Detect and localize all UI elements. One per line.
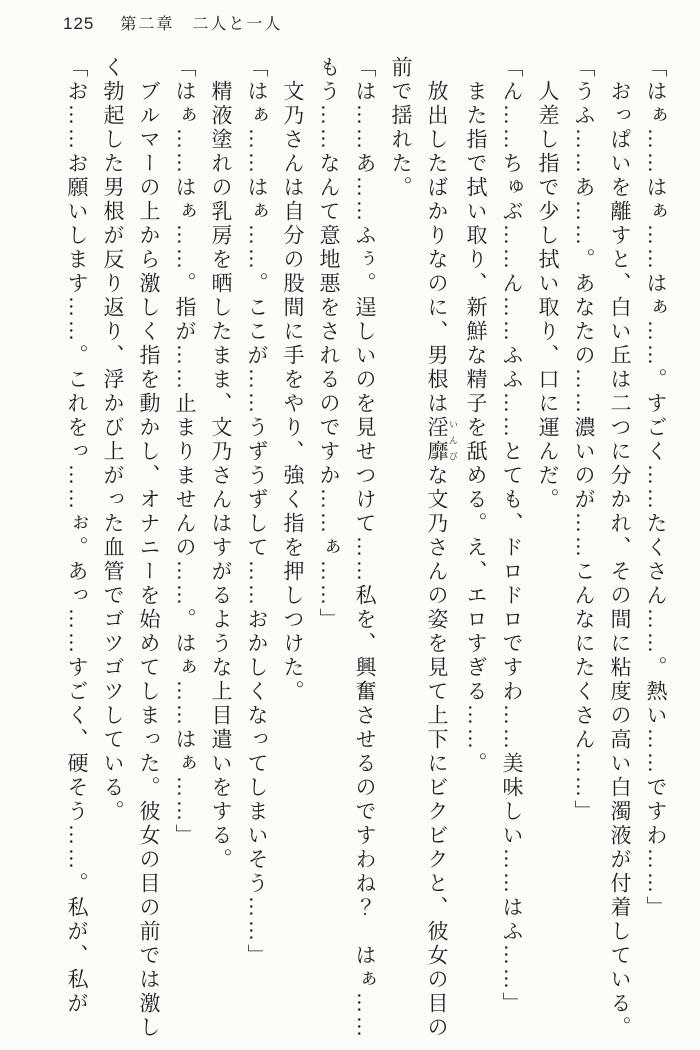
paragraph-narration-11: 精液塗れの乳房を晒したまま、文乃さんはすがるような上目遣いをする。: [209, 80, 233, 872]
ruby-text: いんび: [448, 416, 458, 464]
paragraph-narration-02: おっぱいを離すと、白い丘は二つに分かれ、その間に粘度の高い白濁液が付着している。: [608, 80, 632, 1040]
paragraph-narration-06: また指で拭い取り、新鮮な精子を舐める。え、エロすぎる……。: [464, 80, 488, 776]
body-text-area: [58, 56, 674, 1044]
paragraph-narration-13: ブルマーの上から激しく指を動かし、オナニーを始めてしまった。彼女の目の前では激しく勃起した男根が反り返り、浮かび上がった血管でゴツゴツしている。: [101, 56, 161, 1040]
paragraph-text: な文乃さんの姿を見て上下にビクビクと、彼女の目の前で揺れた。: [389, 56, 449, 1040]
paragraph-dialogue-12: 「はぁ……はぁ……。指が……止まりませんの……。はぁ……はぁ……」: [173, 56, 197, 848]
paragraph-dialogue-05: 「ん……ちゅぶ……ん……ふふ……とても、ドロドロですわ……美味しい……はふ……」: [500, 56, 524, 1016]
ruby-base: 淫靡: [425, 416, 449, 464]
paragraph-dialogue-14: 「お……お願いします……。これをっ……ぉ。あっ……すごく、硬そう……。私が、私が: [65, 56, 89, 1016]
paragraph-narration-09: 文乃さんは自分の股間に手をやり、強く指を押しつけた。: [281, 80, 305, 704]
paragraph-dialogue-08: 「は……あ……ふぅ。逞しいのを見せつけて……私を、興奮させるのですわね？ はぁ……もう……なんて意地悪をされるのですか……ぁ……」: [317, 56, 377, 1040]
furigana-ruby: [425, 416, 458, 464]
running-header: [63, 11, 282, 34]
page-number: 125: [63, 14, 95, 33]
paragraph-dialogue-01: 「はぁ……はぁ……はぁ……。すごく……たくさん……。熱い……ですわ……」: [644, 56, 668, 920]
paragraph-dialogue-03: 「うふ……あ……。あなたの……濃いのが……こんなにたくさん……」: [572, 56, 596, 824]
paragraph-narration-04: 人差し指で少し拭い取り、口に運んだ。: [536, 80, 560, 512]
paragraph-text: 放出したばかりなのに、男根は: [425, 80, 449, 416]
chapter-title: 第二章 二人と一人: [120, 16, 283, 33]
paragraph-dialogue-10: 「はぁ……はぁ……。ここが……うずうずして……おかしくなってしまいそう……」: [245, 56, 269, 968]
paragraph-narration-07: [383, 56, 458, 1044]
